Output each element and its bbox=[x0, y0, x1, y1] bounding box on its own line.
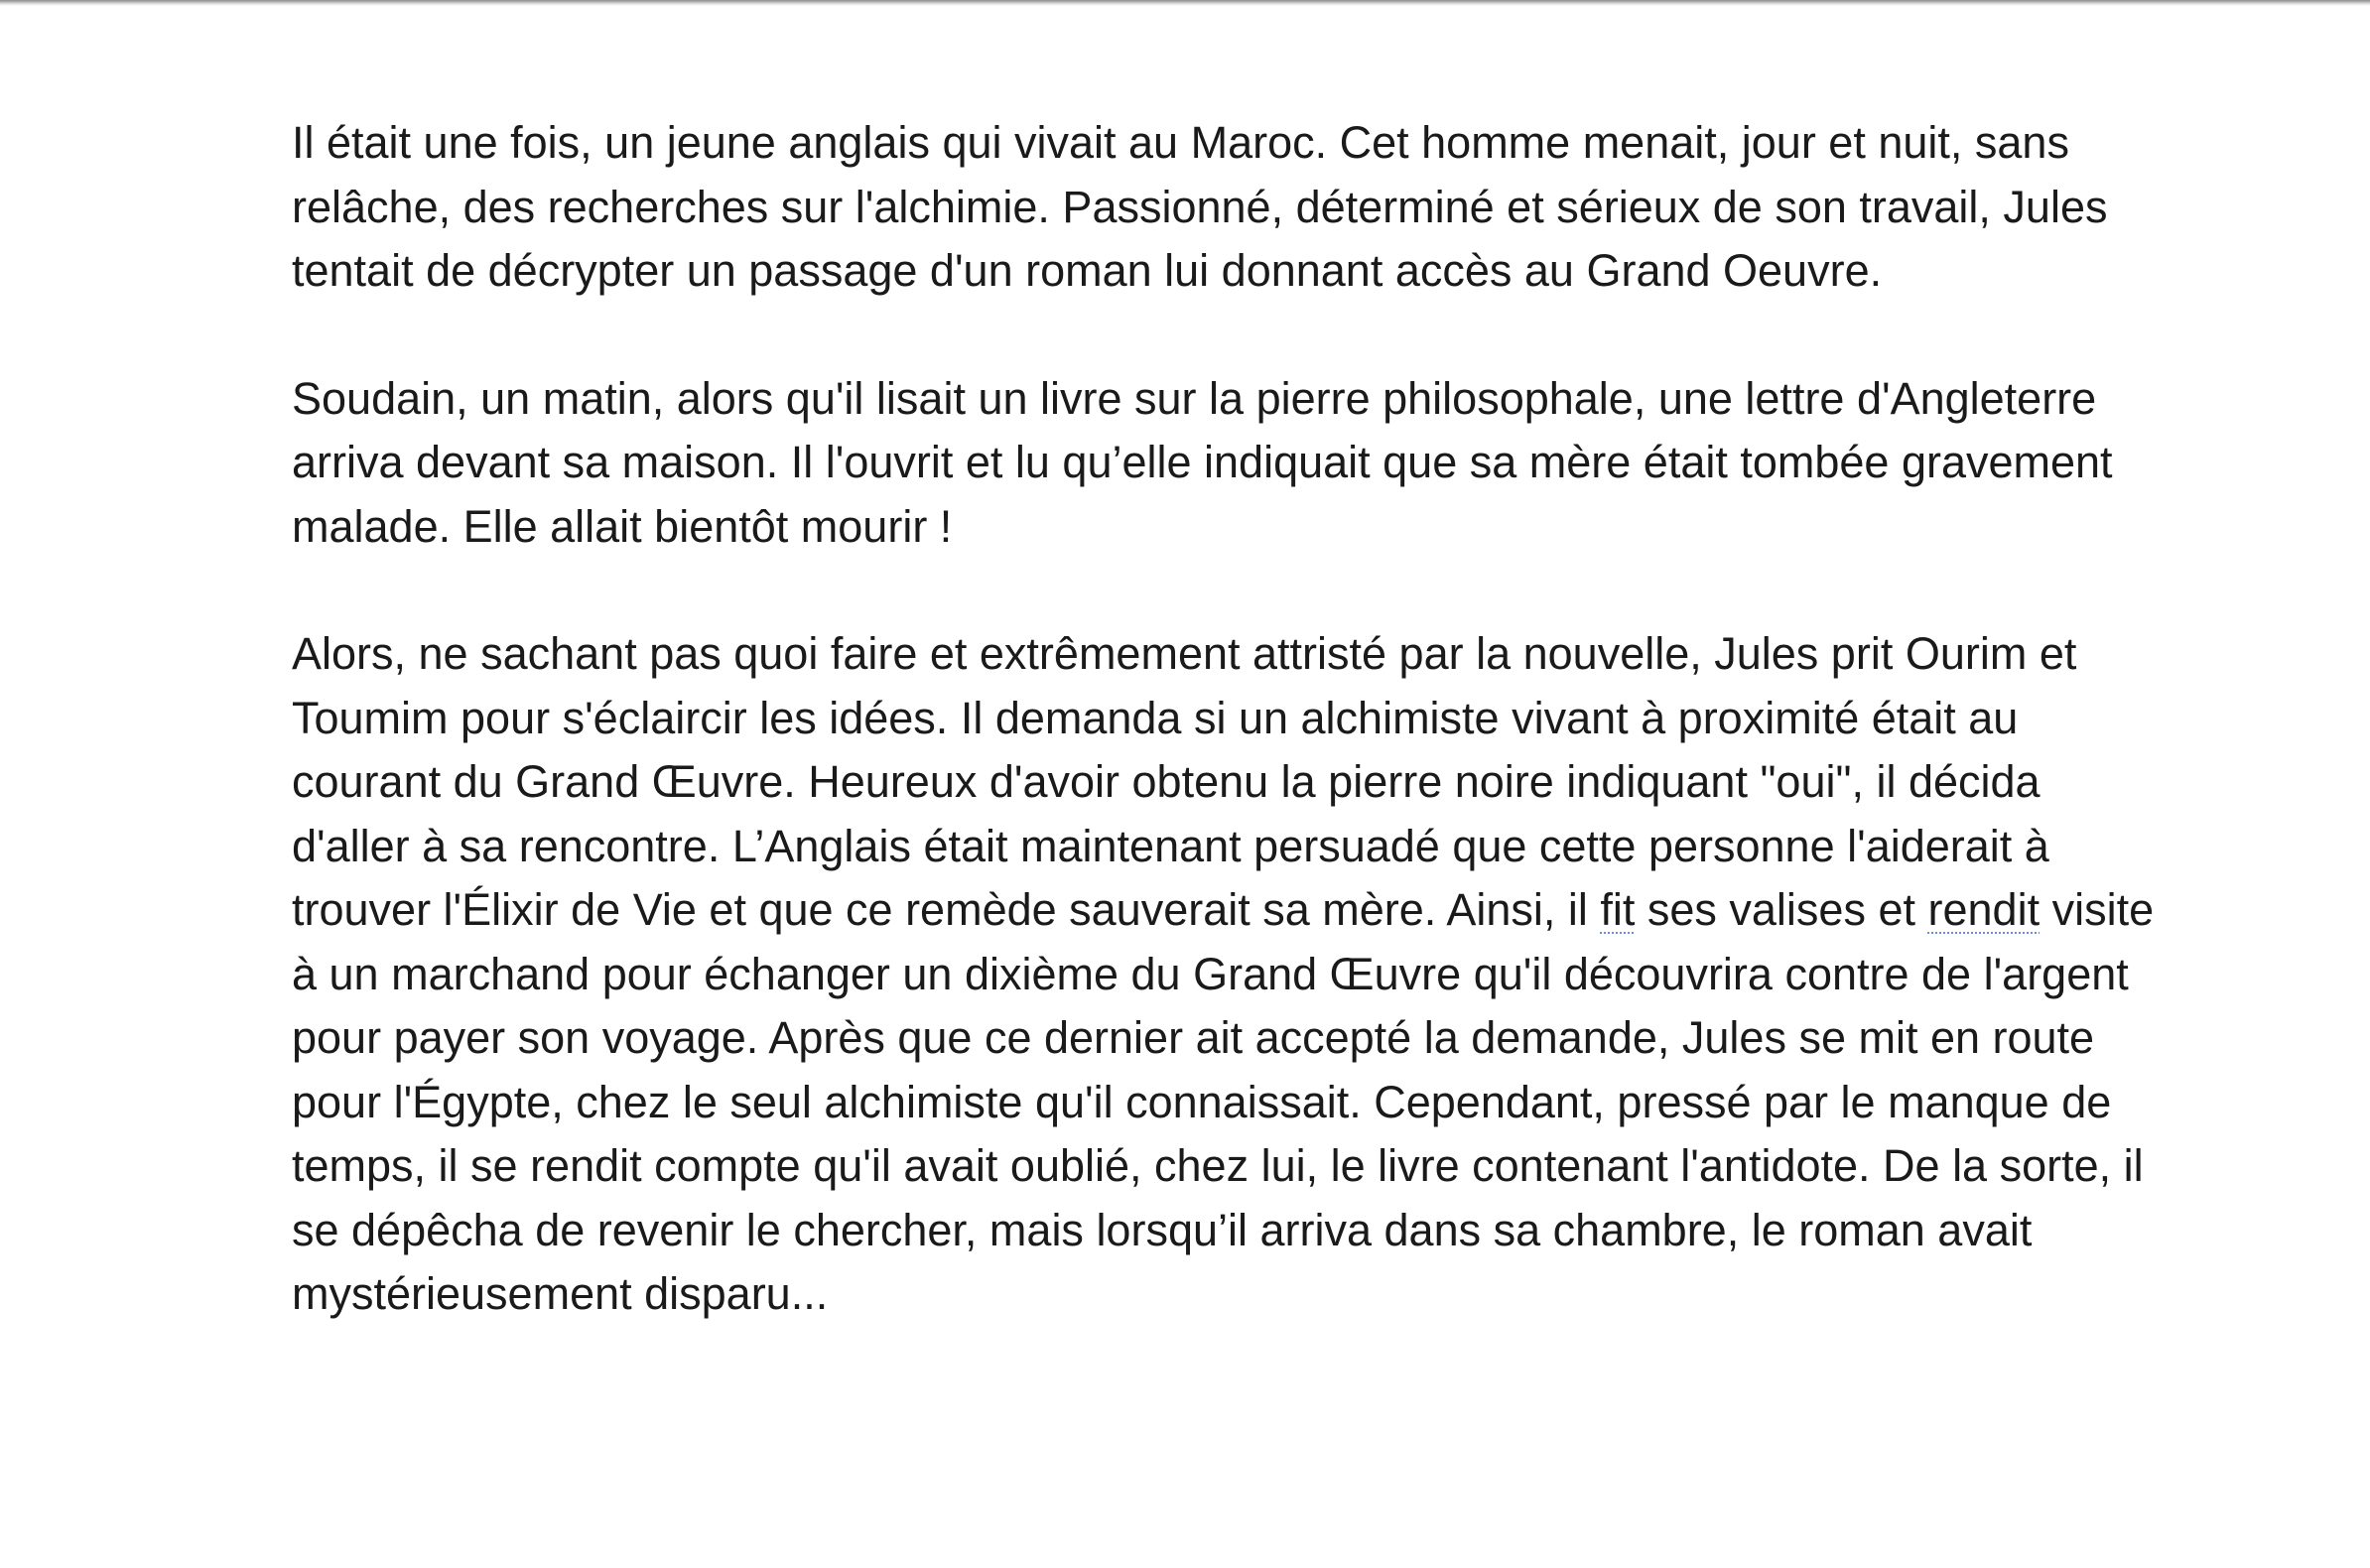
paragraph-3-text-b: ses valises et bbox=[1635, 884, 1928, 935]
document-body[interactable] bbox=[292, 111, 2158, 1390]
paragraph-1[interactable]: Il était une fois, un jeune anglais qui vivait au Maroc. Cet homme menait, jour et nuit, sans relâche, des recherches sur l'alchimie. Passionné, déterminé et sérieux de son travail, Jules tentait de décrypter un passage d'un roman lui donnant accès au Grand Oeuvre. bbox=[292, 117, 2108, 296]
paragraph-3-text-c: visite à un marchand pour échanger un dixième du Grand Œuvre qu'il découvrira contre de l'argent pour payer son voyage. Après que ce dernier ait accepté la demande, Jules se mit en route pour l'Égypte, chez le seul alchimiste qu'il connaissait. Cependant, pressé par le manque de temps, il se rendit compte qu'il avait oublié, chez lui, le livre contenant l'antidote. De la sorte, il se dépêcha de revenir le chercher, mais lorsqu’il arriva dans sa chambre, le roman avait mystérieusement disparu... bbox=[292, 884, 2155, 1319]
paragraph-3-text-a: Alors, ne sachant pas quoi faire et extrêmement attristé par la nouvelle, Jules prit Ourim et Toumim pour s'éclaircir les idées. Il demanda si un alchimiste vivant à proximité était au courant du Grand Œuvre. Heureux d'avoir obtenu la pierre noire indiquant "oui", il décida d'aller à sa rencontre. L’Anglais était maintenant persuadé que cette personne l'aiderait à trouver l'Élixir de Vie et que ce remède sauverait sa mère. Ainsi, il bbox=[292, 628, 2077, 935]
paragraph-3[interactable] bbox=[292, 622, 2158, 1327]
top-edge-shadow bbox=[0, 0, 2370, 6]
grammar-flag-rendit[interactable]: rendit bbox=[1927, 884, 2041, 935]
grammar-flag-fit[interactable]: fit bbox=[1600, 884, 1636, 935]
paragraph-2[interactable]: Soudain, un matin, alors qu'il lisait un livre sur la pierre philosophale, une lettre d'Angleterre arriva devant sa maison. Il l'ouvrit et lu qu’elle indiquait que sa mère était tombée gravement malade. Elle allait bientôt mourir ! bbox=[292, 372, 2113, 552]
